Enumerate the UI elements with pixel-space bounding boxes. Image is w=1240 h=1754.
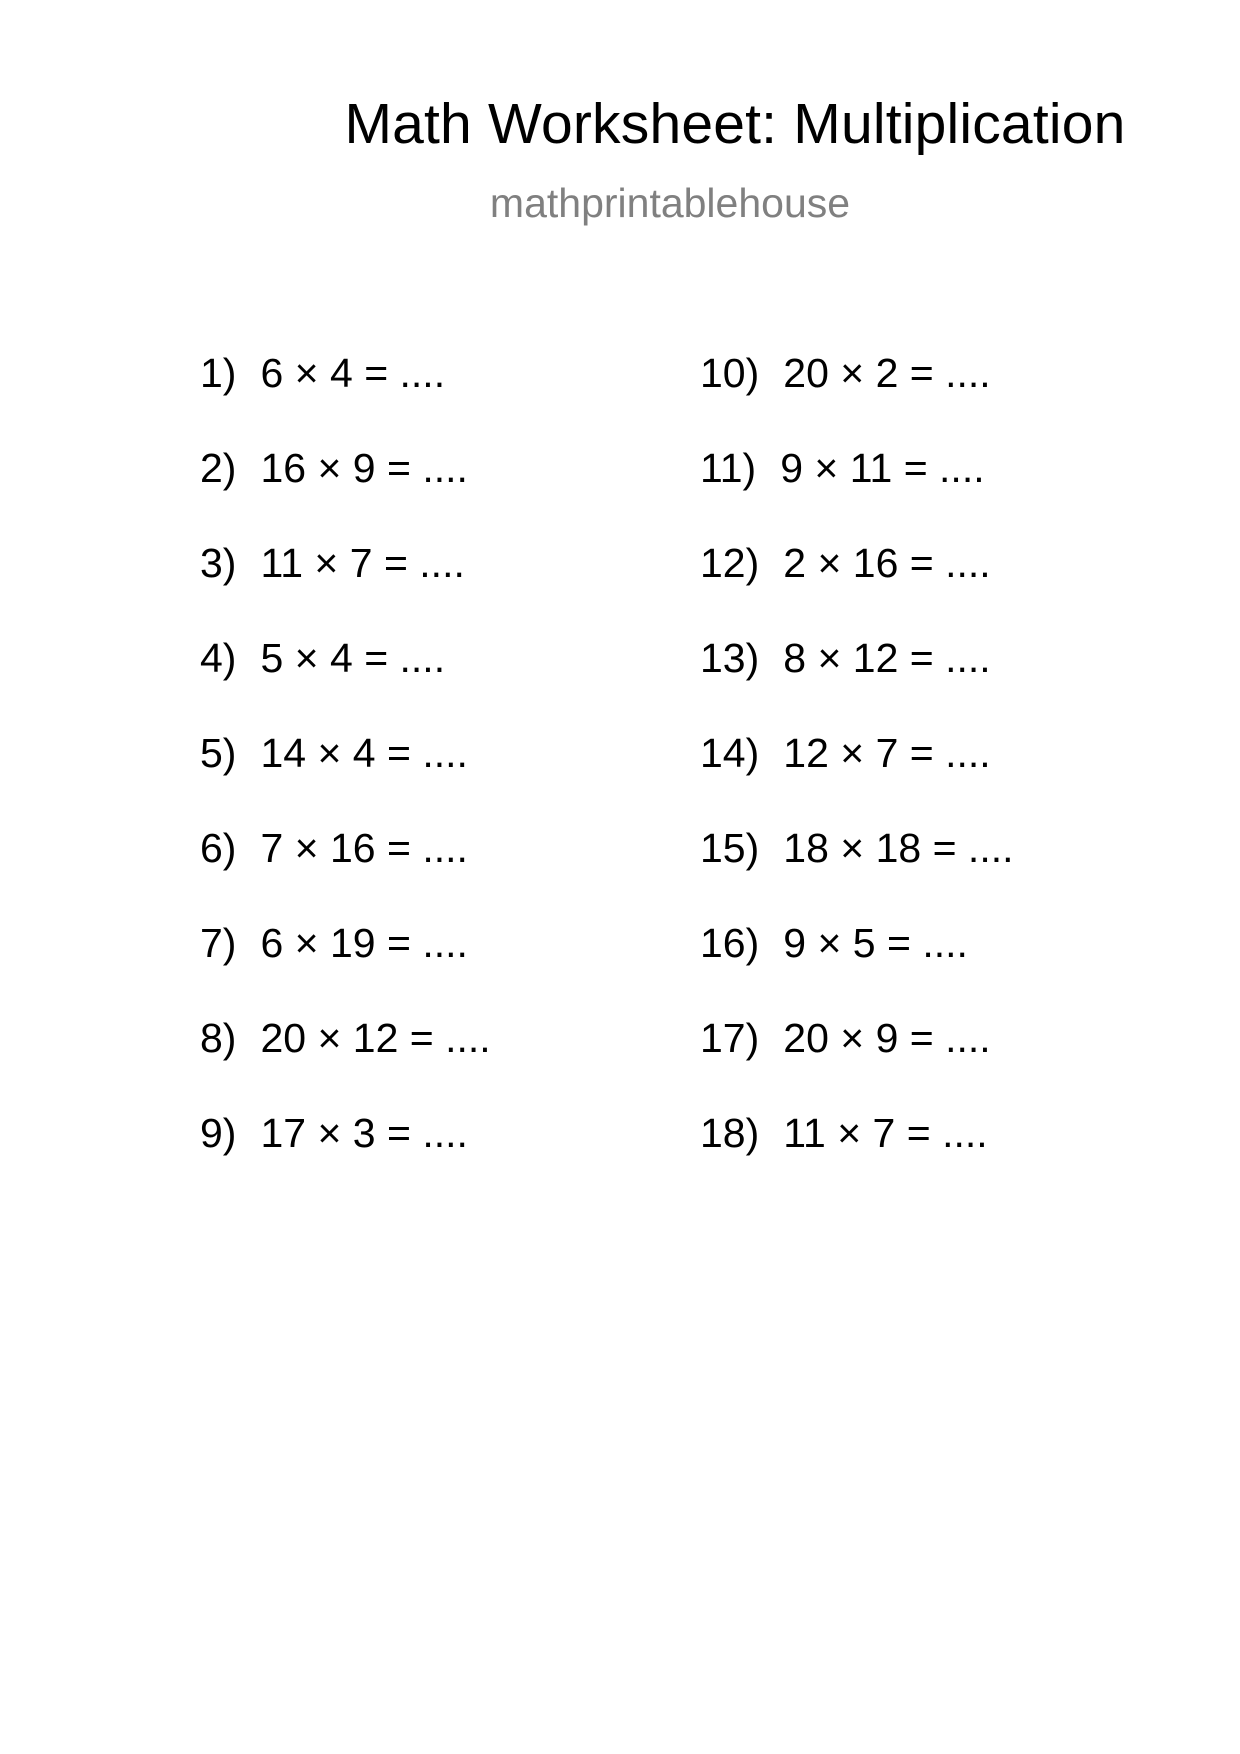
problem-number: 18) xyxy=(700,1110,760,1156)
worksheet-title: Math Worksheet: Multiplication xyxy=(344,92,1126,156)
problem-item xyxy=(200,540,491,638)
problem-number: 12) xyxy=(700,540,760,586)
problem-item xyxy=(700,920,1014,1018)
problem-expression: 11 × 7 = .... xyxy=(783,1110,988,1156)
problem-expression: 9 × 11 = .... xyxy=(780,445,985,491)
problem-number: 11) xyxy=(700,445,757,491)
problem-item xyxy=(200,1110,491,1208)
problem-number: 17) xyxy=(700,1015,760,1061)
worksheet-subtitle: mathprintablehouse xyxy=(489,180,851,226)
problem-number: 1) xyxy=(200,350,237,396)
problem-expression: 8 × 12 = .... xyxy=(783,635,991,681)
problem-expression: 20 × 2 = .... xyxy=(783,350,991,396)
problem-number: 2) xyxy=(200,445,237,491)
problem-expression: 6 × 4 = .... xyxy=(260,350,446,396)
problem-number: 4) xyxy=(200,635,237,681)
problem-expression: 17 × 3 = .... xyxy=(260,1110,468,1156)
problem-item xyxy=(200,350,491,448)
problem-item xyxy=(700,540,1014,638)
problem-number: 7) xyxy=(200,920,237,966)
problem-item xyxy=(700,445,1014,543)
problem-item xyxy=(700,825,1014,923)
problem-number: 6) xyxy=(200,825,237,871)
problem-number: 9) xyxy=(200,1110,237,1156)
problem-item xyxy=(200,635,491,733)
problem-item xyxy=(700,635,1014,733)
problem-number: 8) xyxy=(200,1015,237,1061)
problem-item xyxy=(700,350,1014,448)
problem-expression: 5 × 4 = .... xyxy=(260,635,446,681)
problem-item xyxy=(700,730,1014,828)
problem-expression: 6 × 19 = .... xyxy=(260,920,468,966)
problem-expression: 14 × 4 = .... xyxy=(260,730,468,776)
problem-item xyxy=(200,445,491,543)
problem-expression: 12 × 7 = .... xyxy=(783,730,991,776)
problem-expression: 9 × 5 = .... xyxy=(783,920,968,966)
problem-expression: 20 × 12 = .... xyxy=(260,1015,491,1061)
problem-item xyxy=(200,825,491,923)
problem-item xyxy=(200,1015,491,1113)
problem-item xyxy=(700,1110,1014,1208)
problem-expression: 20 × 9 = .... xyxy=(783,1015,991,1061)
problem-item xyxy=(200,920,491,1018)
problem-item xyxy=(200,730,491,828)
problem-column-right xyxy=(700,350,1014,1208)
problem-expression: 18 × 18 = .... xyxy=(783,825,1014,871)
problem-number: 5) xyxy=(200,730,237,776)
problem-column-left xyxy=(200,350,491,1208)
problem-item xyxy=(700,1015,1014,1113)
problem-number: 3) xyxy=(200,540,237,586)
problem-expression: 11 × 7 = .... xyxy=(260,540,465,586)
problem-number: 15) xyxy=(700,825,760,871)
problem-expression: 16 × 9 = .... xyxy=(260,445,468,491)
problem-number: 10) xyxy=(700,350,760,396)
problem-number: 13) xyxy=(700,635,760,681)
problem-expression: 7 × 16 = .... xyxy=(260,825,468,871)
problem-expression: 2 × 16 = .... xyxy=(783,540,991,586)
problem-number: 16) xyxy=(700,920,760,966)
problem-number: 14) xyxy=(700,730,760,776)
